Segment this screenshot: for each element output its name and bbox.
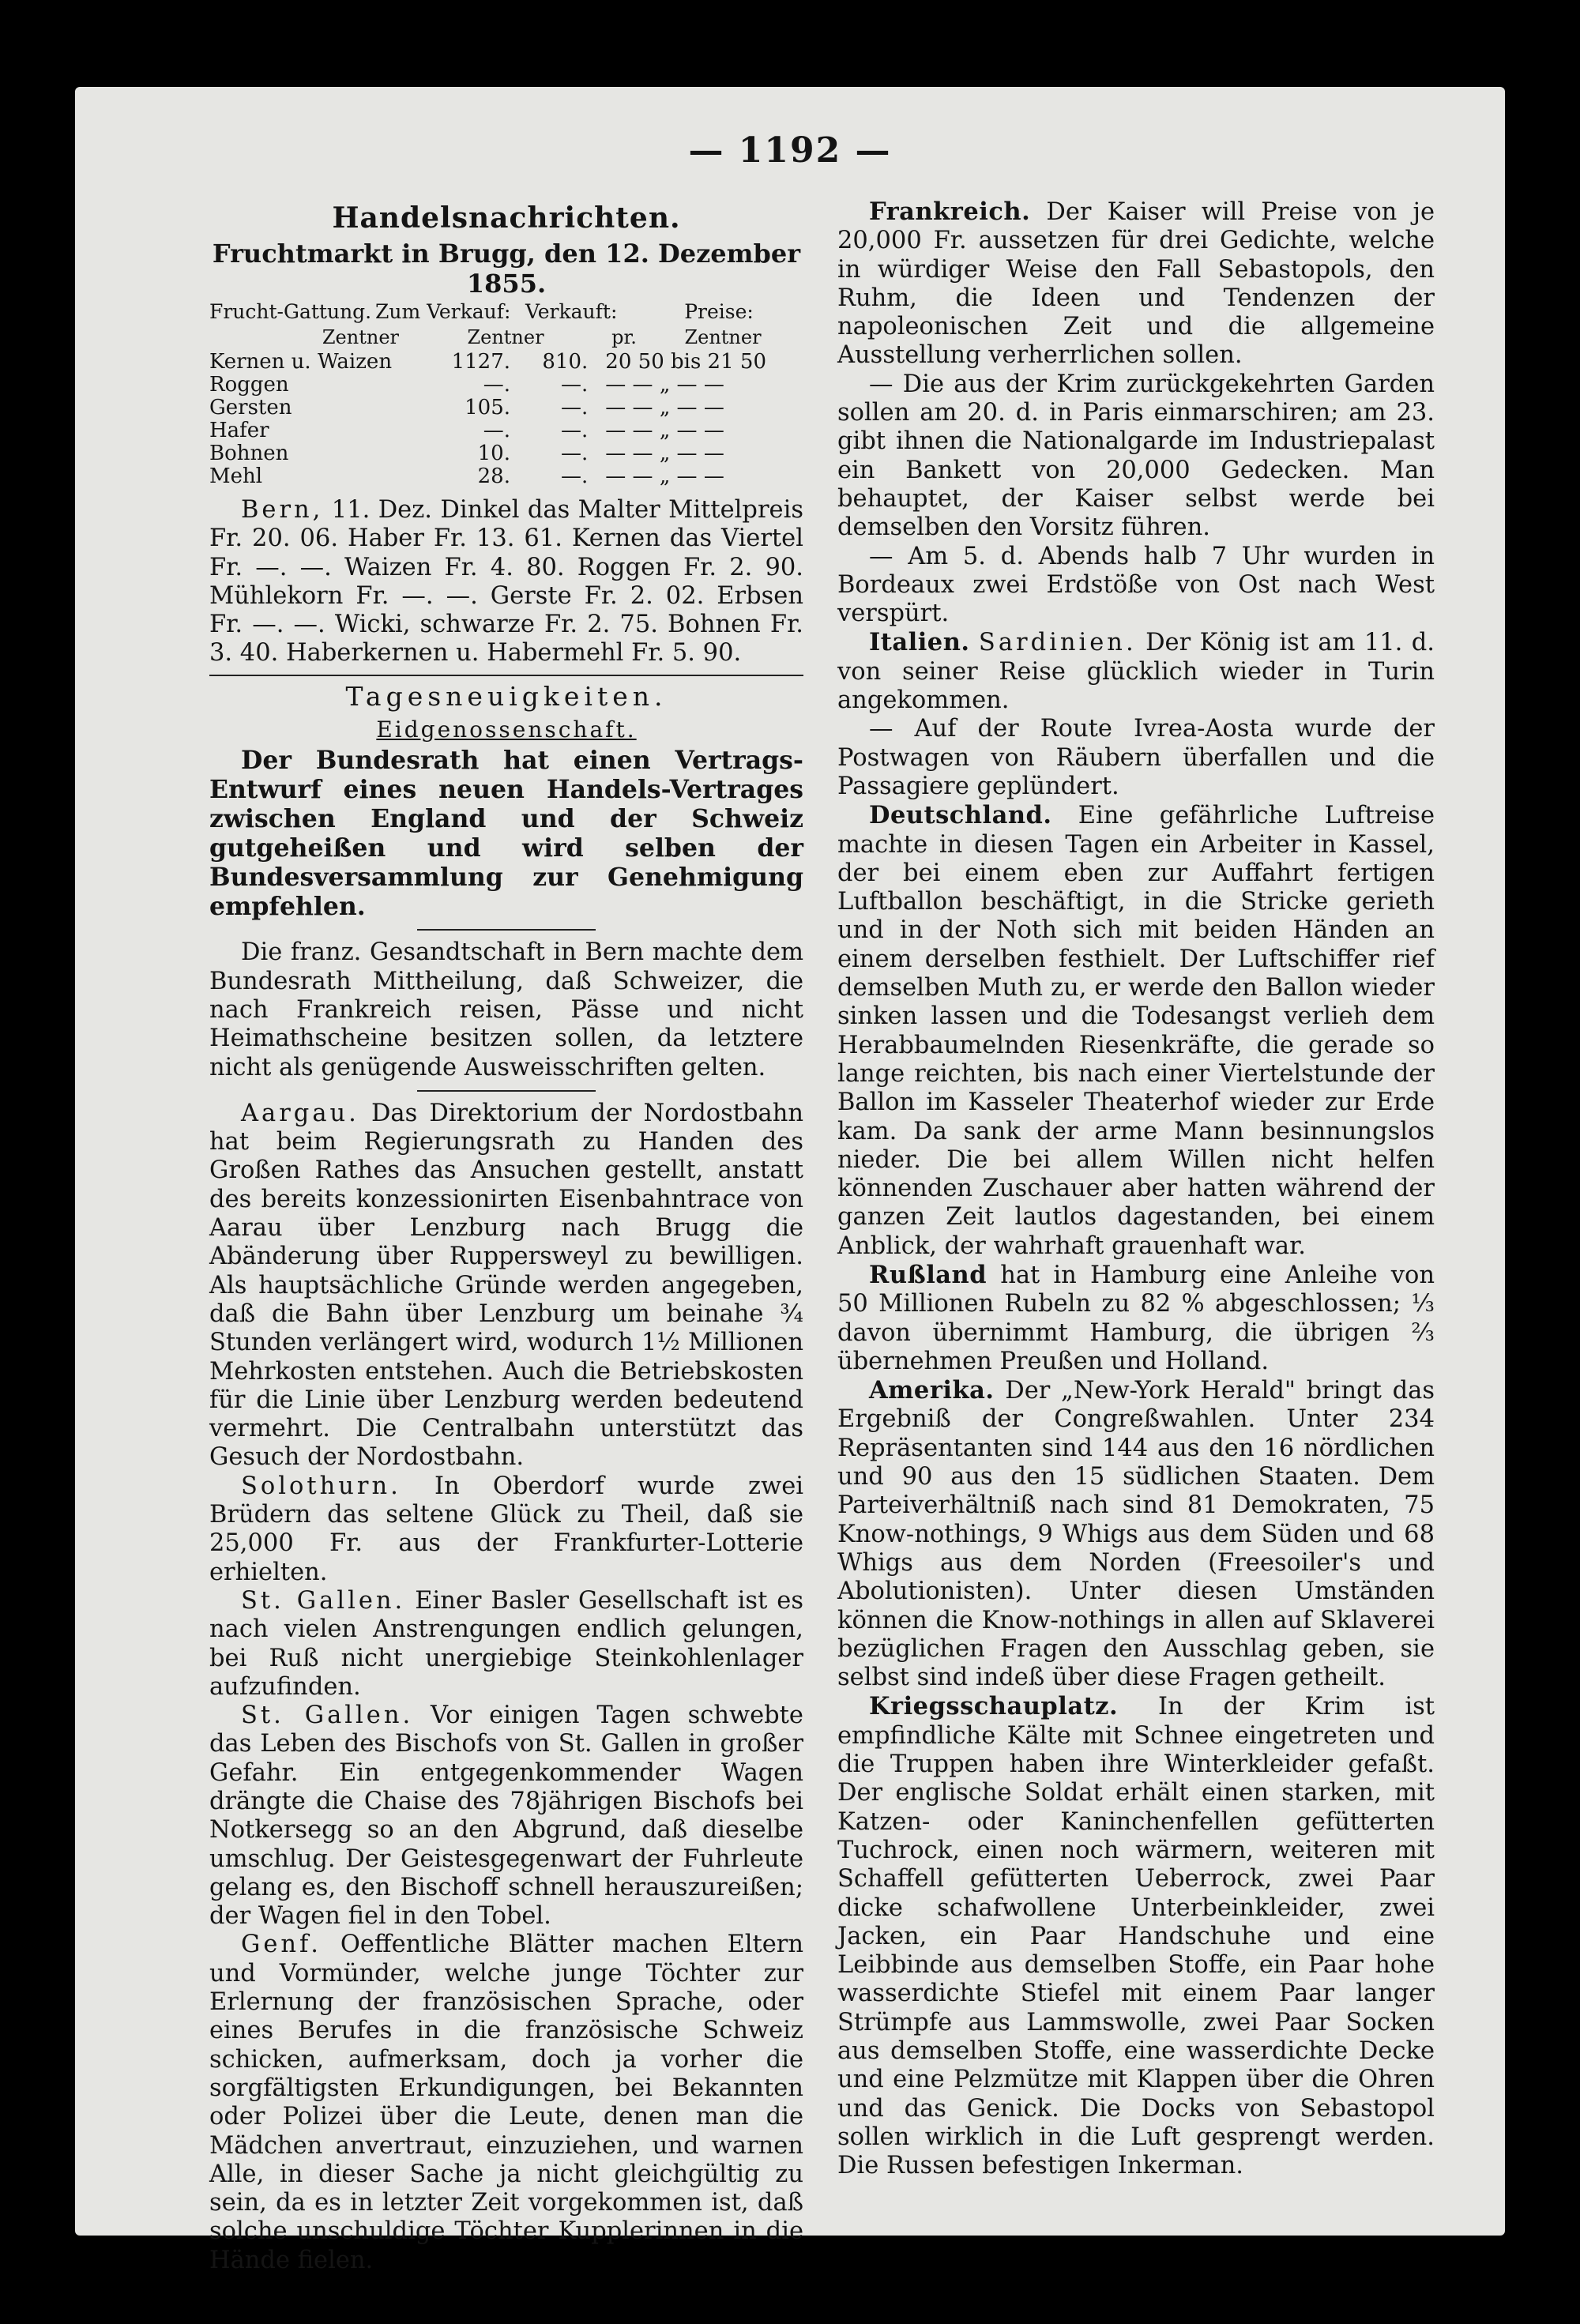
grain-row [209, 465, 803, 488]
grain-cell-price: — — „ — — [605, 419, 724, 442]
french-embassy-paragraph: Die franz. Gesandtschaft in Bern machte dem Bundesrath Mittheilung, daß Schweizer, die nach Frankreich reisen, Pässe und nicht Heimathscheine besitzen sollen, da letztere nicht als genügende Ausweisschriften gelten. [209, 938, 803, 1081]
grain-cell-sold: —. [561, 373, 589, 397]
unit-4: Zentner [684, 326, 762, 348]
unit-1: Zentner [322, 326, 399, 348]
col-header-verkauft: Verkauft: [525, 300, 618, 323]
market-heading: Fruchtmarkt in Brugg, den 12. Dezember 1855. [212, 239, 801, 299]
unit-3: pr. [611, 326, 637, 348]
grain-cell-sale: —. [483, 419, 510, 442]
grain-cell-sale: 28. [477, 464, 510, 488]
grain-cell-sale: 1127. [451, 350, 510, 374]
aargau-paragraph: Aargau. Das Direktorium der Nordostbahn hat beim Regierungsrath zu Handen des Großen Rathes das Ansuchen gestellt, anstatt des bereits konzessionirten Eisenbahntrace von Aarau über Lenzburg nach Brugg die Abänderung über Ruppersweyl zu bewilligen. Als hauptsächliche Gründe werden angegeben, daß die Bahn über Lenzburg um beinahe ¾ Stunden verlängert wird, wodurch 1½ Millionen Mehrkosten entstehen. Auch die Betriebskosten für die Linie über Lenzburg werden bedeutend vermehrt. Die Centralbahn unterstützt das Gesuch der Nordostbahn. [209, 1099, 803, 1472]
grain-cell-name: Roggen [209, 373, 289, 397]
grain-table [209, 351, 803, 488]
section-title-handel: Handelsnachrichten. [332, 201, 681, 235]
italien-paragraph: Italien. Sardinien. Der König ist am 11. d. von seiner Reise glücklich wieder in Turin angekommen. [837, 628, 1435, 715]
grain-cell-sold: —. [561, 396, 589, 419]
right-column [837, 197, 1435, 2180]
deutschland-heading: Deutschland. [869, 801, 1052, 830]
grain-cell-price: — — „ — — [605, 396, 724, 419]
italien-heading: Italien. [869, 628, 970, 657]
grain-cell-price: — — „ — — [605, 464, 724, 488]
grain-cell-sale: —. [483, 373, 510, 397]
unit-2: Zentner [467, 326, 544, 348]
frankreich-paragraph-2: — Die aus der Krim zurückgekehrten Garden sollen am 20. d. in Paris einmarschiren; am 23. gibt ihnen die Nationalgarde im Industriepalast ein Bankett von 20,000 Gedecken. Man behauptet, der Kaiser selbst werde bei demselben den Vorsitz führen. [837, 370, 1435, 542]
deutschland-paragraph: Deutschland. Eine gefährliche Luftreise machte in diesen Tagen ein Arbeiter in Kassel, der bei einem eben zur Auffahrt fertigen Luftballon beschäftigt, in die Stricke gerieth und in der Noth sich mit beiden Händen an einem derselben festhielt. Der Luftschiffer rief demselben Muth zu, er werde den Ballon wieder sinken lassen und die Todesangst verlieh dem Herabbaumelnden Riesenkräfte, die gerade so lange reichten, bis nach einer Viertelstunde der Ballon im Kasseler Theaterhof wieder zur Erde kam. Da sank der arme Mann besinnungslos nieder. Die bei allem Willen nicht helfen könnenden Zuschauer aber hatten während der ganzen Zeit lautlos dagestanden, bei einem Anblick, der wahrhaft grauenhaft war. [837, 801, 1435, 1260]
grain-cell-sold: —. [561, 442, 589, 465]
bern-prices: Bern, 11. Dez. Dinkel das Malter Mittelpreis Fr. 20. 06. Haber Fr. 13. 61. Kernen das Viertel Fr. —. —. Waizen Fr. 4. 80. Roggen Fr. 2. 90. Mühlekorn Fr. —. —. Gerste Fr. 2. 02. Erbsen Fr. —. —. Wicki, schwarze Fr. 2. 75. Bohnen Fr. 3. 40. Haberkernen u. Habermehl Fr. 5. 90. [209, 496, 803, 667]
grain-table-units [209, 325, 803, 349]
col-header-verkauf: Zum Verkauf: [375, 300, 511, 323]
grain-cell-name: Hafer [209, 419, 269, 442]
sub-heading-eidgenossenschaft: Eidgenossenschaft. [376, 716, 637, 743]
grain-table-headers [209, 300, 803, 324]
solothurn-paragraph: Solothurn. In Oberdorf wurde zwei Brüdern das seltene Glück zu Theil, daß sie 25,000 Fr. aus der Frankfurter-Lotterie erhielten. [209, 1472, 803, 1586]
frankreich-paragraph: Frankreich. Der Kaiser will Preise von je 20,000 Fr. aussetzen für drei Gedichte, welche in würdiger Weise den Fall Sebastopols, den Ruhm, die Ideen und Tendenzen der napoleonischen Zeit und die allgemeine Ausstellung verherrlichen sollen. [837, 197, 1435, 370]
amerika-paragraph: Amerika. Der „New-York Herald" bringt das Ergebniß der Congreßwahlen. Unter 234 Repräsentanten sind 144 aus den 16 nördlichen und 90 aus den 15 südlichen Staaten. Dem Parteiverhältniß nach sind 81 Demokraten, 75 Know-nothings, 9 Whigs aus dem Süden und 68 Whigs aus dem Norden (Freesoiler's und Abolutionisten). Unter diesen Umständen können die Know-nothings in allen auf Sklaverei bezüglichen Fragen den Ausschlag geben, sie selbst sind indeß über diese Fragen getheilt. [837, 1376, 1435, 1692]
grain-row [209, 374, 803, 397]
stgallen-paragraph-1: St. Gallen. Einer Basler Gesellschaft ist es nach vielen Anstrengungen endlich gelungen, bei Ruß nicht unergiebige Steinkohlenlager aufzufinden. [209, 1586, 803, 1701]
grain-cell-price: — — „ — — [605, 373, 724, 397]
russland-paragraph: Rußland hat in Hamburg eine Anleihe von 50 Millionen Rubeln zu 82 % abgeschlossen; ⅓ davon übernimmt Hamburg, die übrigen ⅔ übernehmen Preußen und Holland. [837, 1260, 1435, 1375]
col-header-preise: Preise: [684, 300, 754, 323]
grain-cell-sale: 105. [465, 396, 510, 419]
grain-row [209, 442, 803, 465]
amerika-heading: Amerika. [869, 1376, 995, 1405]
grain-cell-price: — — „ — — [605, 442, 724, 465]
kriegsschauplatz-heading: Kriegsschauplatz. [869, 1692, 1119, 1721]
frankreich-paragraph-3: — Am 5. d. Abends halb 7 Uhr wurden in Bordeaux zwei Erdstöße von Ost nach West verspürt. [837, 542, 1435, 628]
grain-cell-name: Bohnen [209, 442, 289, 465]
news-title: Tagesneuigkeiten. [345, 680, 668, 712]
grain-cell-sale: 10. [477, 442, 510, 465]
grain-cell-sold: —. [561, 464, 589, 488]
grain-cell-sold: —. [561, 419, 589, 442]
grain-cell-name: Mehl [209, 464, 263, 488]
page-number: — 1192 — [688, 130, 892, 171]
left-column [209, 197, 803, 2275]
col-header-gattung: Frucht-Gattung. [209, 300, 372, 323]
kriegsschauplatz-paragraph: Kriegsschauplatz. In der Krim ist empfindliche Kälte mit Schnee eingetreten und die Truppen haben ihre Winterkleider gefaßt. Der englische Soldat erhält einen starken, mit Katzen- oder Kaninchenfellen gefütterten Tuchrock, einen noch wärmern, weiteren mit Schaffell gefütterten Ueberrock, zwei Paar dicke schafwollene Unterbeinkleider, zwei Jacken, ein Paar Handschuhe und eine Leibbinde aus demselben Stoffe, ein Paar hohe wasserdichte Stiefel mit einem Paar langer Strümpfe aus Lammswolle, zwei Paar Socken aus demselben Stoffe, eine wasserdichte Decke und eine Pelzmütze mit Klappen über die Ohren und das Genick. Die Docks von Sebastopol sollen wirklich in die Luft gesprengt werden. Die Russen befestigen Inkerman. [837, 1692, 1435, 2180]
grain-row [209, 397, 803, 419]
grain-row [209, 351, 803, 374]
divider-short-2 [417, 1090, 596, 1092]
lead-paragraph: Der Bundesrath hat einen Vertrags-Entwurf eines neuen Handels-Vertrages zwischen England und der Schweiz gutgeheißen und wird selben der Bundesversammlung zur Genehmigung empfehlen. [209, 746, 803, 922]
frankreich-heading: Frankreich. [869, 197, 1031, 226]
grain-cell-name: Kernen u. Waizen [209, 350, 393, 374]
italien-paragraph-2: — Auf der Route Ivrea-Aosta wurde der Postwagen von Räubern überfallen und die Passagiere geplündert. [837, 715, 1435, 800]
grain-cell-sold: 810. [542, 350, 589, 374]
russland-heading: Rußland [869, 1260, 988, 1289]
divider [209, 675, 803, 676]
grain-row [209, 419, 803, 442]
divider-short [417, 929, 596, 931]
genf-paragraph: Genf. Oeffentliche Blätter machen Eltern und Vormünder, welche junge Töchter zur Erlernung der französischen Sprache, oder eines Berufes in die französische Schweiz schicken, aufmerksam, doch ja vorher die sorgfältigsten Erkundigungen, bei Bekannten oder Polizei über die Leute, denen man die Mädchen anvertraut, einzuziehen, und warnen Alle, in dieser Sache ja nicht gleichgültig zu sein, da es in letzter Zeit vorgekommen ist, daß solche unschuldige Töchter Kupplerinnen in die Hände fielen. [209, 1931, 803, 2274]
stgallen-paragraph-2: St. Gallen. Vor einigen Tagen schwebte das Leben des Bischofs von St. Gallen in großer Gefahr. Ein entgegenkommender Wagen drängte die Chaise des 78jährigen Bischofs bei Notkersegg so an den Abgrund, daß dieselbe umschlug. Der Geistesgegenwart der Fuhrleute gelang es, den Bischoff schnell herauszureißen; der Wagen fiel in den Tobel. [209, 1702, 803, 1931]
grain-cell-price: 20 50 bis 21 50 [605, 350, 766, 374]
grain-cell-name: Gersten [209, 396, 292, 419]
